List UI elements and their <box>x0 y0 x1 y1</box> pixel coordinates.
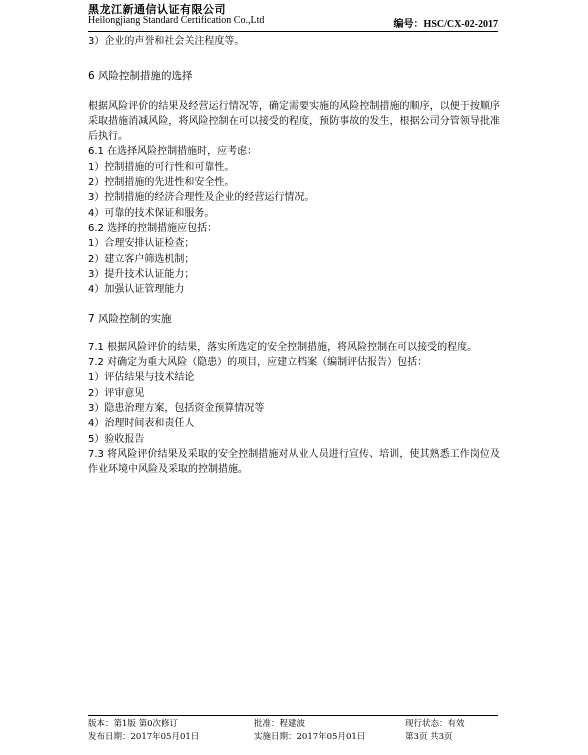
section-6-intro: 根据风险评价的结果及经营运行情况等，确定需要实施的风险控制措施的顺序，以便于按顺序采取措施消减风险，将风险控制在可以接受的程度，预防事故的发生，根据公司分管领导批准后执行。 <box>88 100 500 143</box>
section-6-item: 3）提升技术认证能力； <box>88 268 195 280</box>
header-company-name: 黑龙江新通信认证有限公司 <box>88 3 226 16</box>
header-divider <box>88 31 498 32</box>
header-document-code: 编号：HSC/CX-02-2017 <box>393 19 498 30</box>
section-7-item: 4）治理时间表和责任人 <box>88 418 195 430</box>
section-7-heading: 7 风险控制的实施 <box>88 313 172 326</box>
section-7-item: 1）评估结果与技术结论 <box>88 372 195 384</box>
footer-page-number: 第3页 共3页 <box>405 732 453 742</box>
section-7-item: 5）验收报告 <box>88 433 145 445</box>
footer-effective-date: 实施日期：2017年05月01日 <box>254 732 366 742</box>
section-6-item: 1）合理安排认证检查； <box>88 238 195 250</box>
section-6-item: 4）可靠的技术保证和服务。 <box>88 207 215 219</box>
footer-approved: 批准：程建波 <box>254 719 306 729</box>
section-6-item: 3）控制措施的经济合理性及企业的经营运行情况。 <box>88 192 315 204</box>
section-7-item: 2）评审意见 <box>88 387 145 399</box>
section-7-item: 7.2 对确定为重大风险（隐患）的项目，应建立档案（编制评估报告）包括： <box>88 357 428 369</box>
section-6-item: 2）建立客户筛选机制； <box>88 253 195 265</box>
body-line: 3）企业的声誉和社会关注程度等。 <box>88 36 245 47</box>
section-6-item: 6.1 在选择风险控制措施时，应考虑： <box>88 146 258 158</box>
section-7-item: 7.1 根据风险评价的结果，落实所选定的安全控制措施，将风险控制在可以接受的程度。 <box>88 341 478 353</box>
section-6-item: 2）控制措施的先进性和安全性。 <box>88 177 235 189</box>
section-7-item: 3）隐患治理方案，包括资金预算情况等 <box>88 402 265 414</box>
footer-divider <box>88 715 498 716</box>
section-6-heading: 6 风险控制措施的选择 <box>88 70 193 83</box>
footer-issue-date: 发布日期：2017年05月01日 <box>88 732 200 742</box>
section-6-item: 4）加强认证管理能力 <box>88 284 185 296</box>
header-company-english: Heilongjiang Standard Certification Co.,Ltd <box>88 15 265 26</box>
section-7-item: 7.3 将风险评价结果及采取的安全控制措施对从业人员进行宣传、培训，使其熟悉工作岗位及作业环境中风险及采取的控制措施。 <box>88 448 500 476</box>
section-6-item: 1）控制措施的可行性和可靠性。 <box>88 161 235 173</box>
section-6-item: 6.2 选择的控制措施应包括： <box>88 222 218 234</box>
footer-status: 现行状态：有效 <box>405 719 465 729</box>
footer-version: 版本：第1版 第0次修订 <box>88 719 179 729</box>
document-body <box>88 34 500 477</box>
